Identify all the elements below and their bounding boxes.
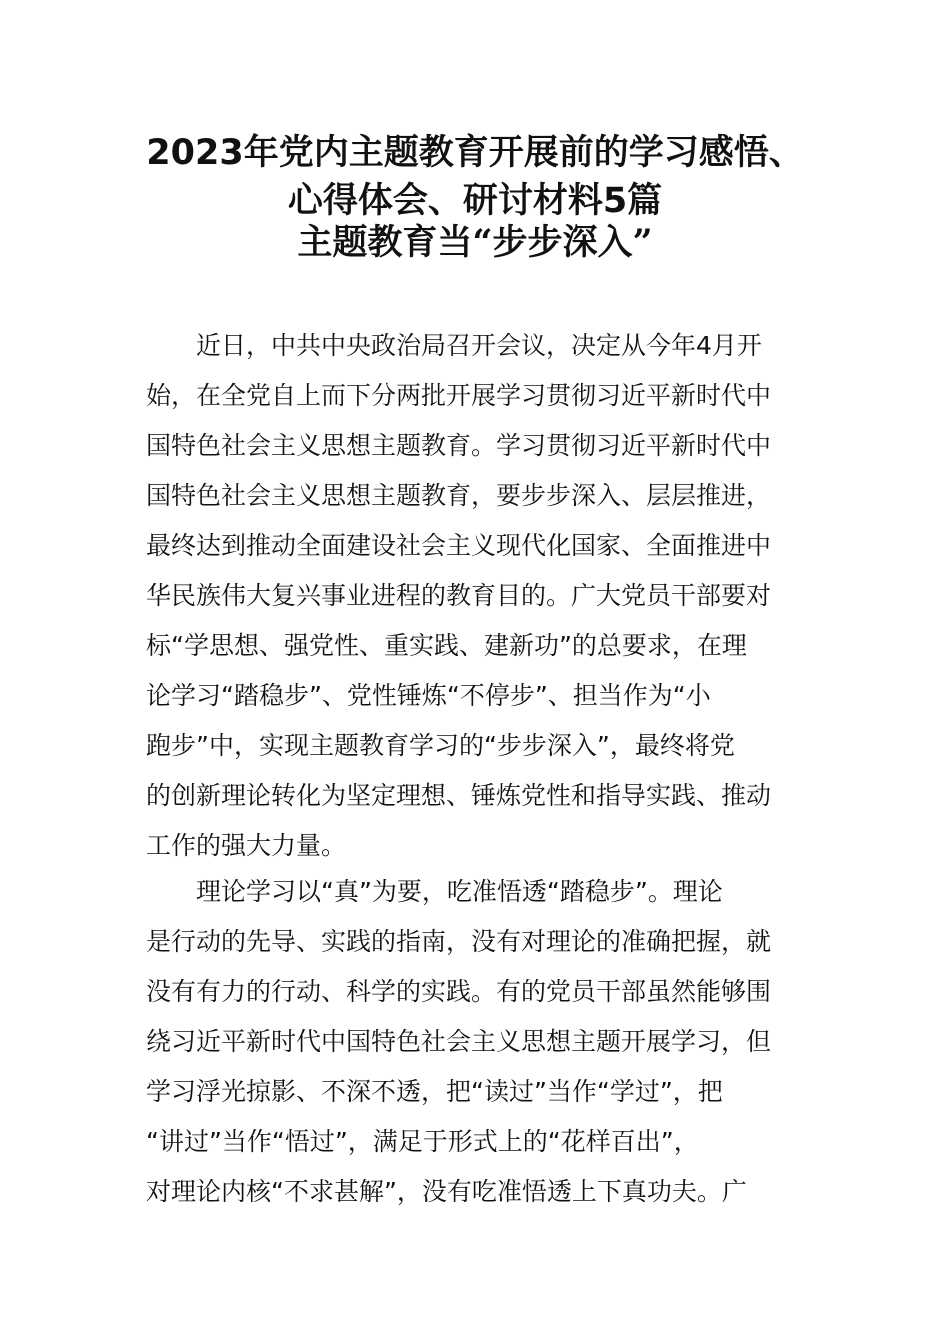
paragraph-line: 绕习近平新时代中国特色社会主义思想主题开展学习，但 [146,1027,772,1056]
paragraph-line: 国特色社会主义思想主题教育，要步步深入、层层推进， [146,481,772,510]
paragraph-line: 理论学习以“真”为要，吃准悟透“踏稳步”。理论 [196,877,723,906]
paragraph-2 [146,867,810,1217]
paragraph-1 [146,321,810,871]
paragraph-line: 工作的强大力量。 [146,831,347,860]
paragraph-line: 跑步”中，实现主题教育学习的“步步深入”，最终将党 [146,731,735,760]
paragraph-line: 的创新理论转化为坚定理想、锤炼党性和指导实践、推动 [146,781,772,810]
paragraph-line: 最终达到推动全面建设社会主义现代化国家、全面推进中 [146,531,772,560]
document-title-line-1: 2023年党内主题教育开展前的学习感悟、 [146,133,804,173]
paragraph-line: 没有有力的行动、科学的实践。有的党员干部虽然能够围 [146,977,772,1006]
paragraph-line: “讲过”当作“悟过”，满足于形式上的“花样百出”， [146,1127,699,1156]
paragraph-line: 始，在全党自上而下分两批开展学习贯彻习近平新时代中 [146,381,772,410]
paragraph-line: 近日，中共中央政治局召开会议，决定从今年4月开 [196,331,762,360]
paragraph-line: 论学习“踏稳步”、党性锤炼“不停步”、担当作为“小 [146,681,711,710]
paragraph-line: 标“学思想、强党性、重实践、建新功”的总要求，在理 [146,631,747,660]
article-subtitle: 主题教育当“步步深入” [297,222,653,263]
paragraph-line: 是行动的先导、实践的指南，没有对理论的准确把握，就 [146,927,772,956]
paragraph-line: 对理论内核“不求甚解”，没有吃准悟透上下真功夫。广 [146,1177,747,1206]
document-title-line-2: 心得体会、研讨材料5篇 [287,181,663,221]
paragraph-line: 国特色社会主义思想主题教育。学习贯彻习近平新时代中 [146,431,772,460]
paragraph-line: 学习浮光掠影、不深不透，把“读过”当作“学过”，把 [146,1077,723,1106]
paragraph-line: 华民族伟大复兴事业进程的教育目的。广大党员干部要对 [146,581,772,610]
